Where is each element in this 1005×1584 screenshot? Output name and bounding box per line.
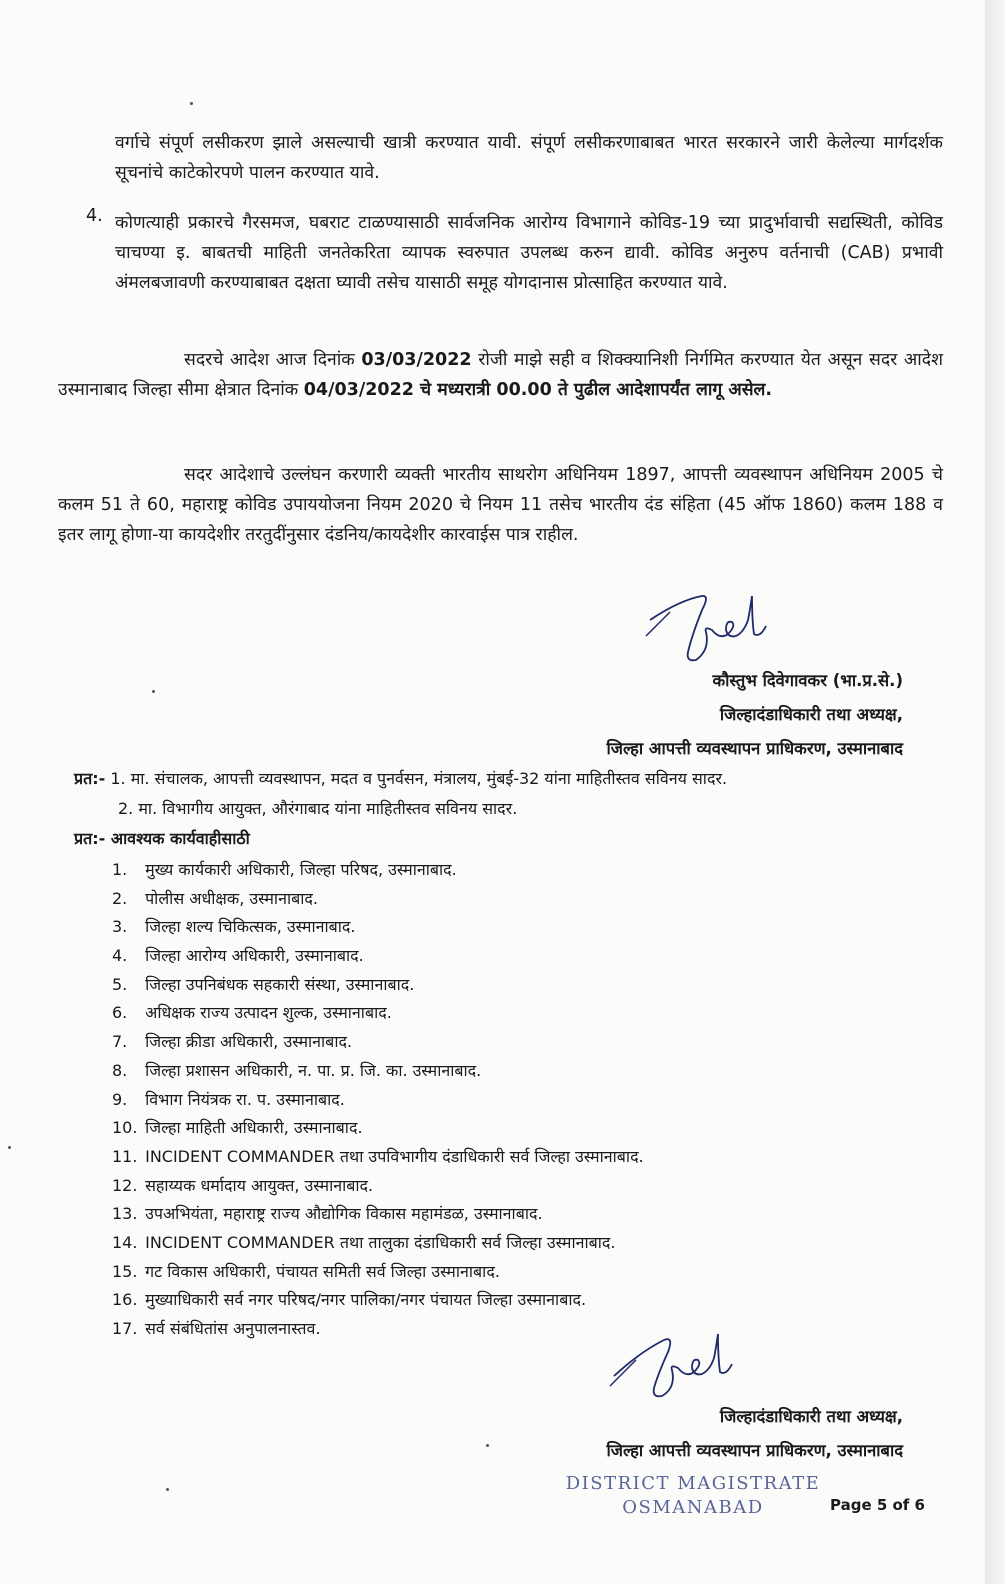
action-list-text: सर्व संबंधितांस अनुपालनास्तव. — [145, 1319, 321, 1338]
action-list-item — [112, 1200, 644, 1229]
action-list-item — [112, 1286, 644, 1315]
action-list-item — [112, 856, 644, 885]
action-list-number: 8. — [112, 1060, 128, 1080]
page-edge — [985, 0, 1005, 1584]
paragraph-penalty: सदर आदेशाचे उल्लंघन करणारी व्यक्ती भारतीय साथरोग अधिनियम 1897, आपत्ती व्यवस्थापन अधिनियम 2005 चे कलम 51 ते 60, महाराष्ट्र कोविड उपाययोजना नियम 2020 चे नियम 11 तसेच भारतीय दंड संहिता (45 ऑफ 1860) कलम 188 व इतर लागू होणा-या कायदेशीर तरतुदींनुसार दंडनिय/कायदेशीर कारवाईस पात्र राहील. — [58, 465, 943, 545]
action-list-number: 15. — [112, 1261, 138, 1281]
action-list — [112, 856, 644, 1344]
scan-speck — [166, 1488, 169, 1491]
action-list-text: INCIDENT COMMANDER तथा तालुका दंडाधिकारी सर्व जिल्हा उस्मानाबाद. — [145, 1232, 616, 1252]
scan-speck — [190, 102, 193, 105]
signature-graphic-2 — [600, 1330, 770, 1410]
scan-speck — [152, 690, 155, 693]
action-list-item — [112, 971, 644, 1000]
scan-speck — [486, 1444, 489, 1447]
signature-block-1 — [606, 664, 903, 766]
action-list-text: जिल्हा माहिती अधिकारी, उस्मानाबाद. — [145, 1118, 363, 1138]
signature-block-2 — [606, 1400, 903, 1468]
action-list-text: जिल्हा प्रशासन अधिकारी, न. पा. प्र. जि. का. उस्मानाबाद. — [145, 1060, 482, 1080]
district-magistrate-stamp — [563, 1472, 823, 1520]
action-list-text: जिल्हा आरोग्य अधिकारी, उस्मानाबाद. — [145, 946, 364, 966]
action-list-number: 11. — [112, 1146, 138, 1166]
action-list-text: पोलीस अधीक्षक, उस्मानाबाद. — [145, 888, 318, 908]
action-list-number: 6. — [112, 1003, 128, 1023]
signatory-name: कौस्तुभ दिवेगावकर (भा.प्र.से.) — [712, 671, 903, 690]
action-list-text: मुख्य कार्यकारी अधिकारी, जिल्हा परिषद, उस्मानाबाद. — [145, 860, 457, 879]
action-list-text: INCIDENT COMMANDER तथा उपविभागीय दंडाधिकारी सर्व जिल्हा उस्मानाबाद. — [145, 1146, 644, 1166]
action-list-heading: प्रत:- आवश्यक कार्यवाहीसाठी — [74, 829, 250, 848]
action-list-number: 3. — [112, 917, 128, 937]
action-list-text: मुख्याधिकारी सर्व नगर परिषद/नगर पालिका/नगर पंचायत जिल्हा उस्मानाबाद. — [145, 1290, 587, 1310]
action-list-item — [112, 999, 644, 1028]
action-list-number: 2. — [112, 888, 128, 908]
paragraph-order-date — [58, 345, 943, 405]
signatory-title: जिल्हादंडाधिकारी तथा अध्यक्ष, — [719, 705, 903, 724]
action-list-number: 1. — [112, 860, 128, 879]
page-number: Page 5 of 6 — [830, 1496, 925, 1514]
action-list-item — [112, 913, 644, 942]
action-list-item — [112, 942, 644, 971]
action-list-item — [112, 1114, 644, 1143]
action-list-text: उपअभियंता, महाराष्ट्र राज्य औद्योगिक विकास महामंडळ, उस्मानाबाद. — [145, 1204, 543, 1224]
copy-item-2: 2. मा. विभागीय आयुक्त, औरंगाबाद यांना माहितीस्तव सविनय सादर. — [118, 799, 518, 818]
scan-speck — [8, 1146, 11, 1149]
action-list-number: 17. — [112, 1319, 138, 1338]
action-list-number: 4. — [112, 946, 128, 966]
stamp-line-1: DISTRICT MAGISTRATE — [565, 1473, 821, 1494]
order-text-a: सदरचे आदेश आज दिनांक — [184, 350, 362, 370]
copy-item-1-text: 1. मा. संचालक, आपत्ती व्यवस्थापन, मदत व पुनर्वसन, मंत्रालय, मुंबई-32 यांना माहितीस्तव सविनय सादर. — [110, 769, 728, 788]
action-list-text: जिल्हा उपनिबंधक सहकारी संस्था, उस्मानाबाद. — [145, 974, 415, 994]
action-list-number: 9. — [112, 1089, 128, 1109]
order-text-b: रोजी माझे सही व शिक्क्यानिशी निर्गमित करण्यात येत असून सदर आदेश उस्मानाबाद जिल्हा सीमा क्षेत्रात दिनांक — [58, 350, 943, 400]
action-list-item — [112, 1143, 644, 1172]
action-list-text: अधिक्षक राज्य उत्पादन शुल्क, उस्मानाबाद. — [145, 1003, 392, 1023]
signatory-org: जिल्हा आपत्ती व्यवस्थापन प्राधिकरण, उस्मानाबाद — [606, 739, 903, 758]
action-list-number: 5. — [112, 974, 128, 994]
action-list-item — [112, 1028, 644, 1057]
action-list-number: 13. — [112, 1204, 138, 1224]
action-list-item — [112, 885, 644, 914]
action-list-item — [112, 1258, 644, 1287]
action-list-number: 10. — [112, 1118, 138, 1138]
action-list-item — [112, 1086, 644, 1115]
action-list-text: सहाय्यक धर्मादाय आयुक्त, उस्मानाबाद. — [145, 1175, 374, 1195]
action-list-item — [112, 1229, 644, 1258]
paragraph-vaccination: वर्गाचे संपूर्ण लसीकरण झाले असल्याची खात्री करण्यात यावी. संपूर्ण लसीकरणाबाबत भारत सरकारने जारी केलेल्या मार्गदर्शक सूचनांचे काटेकोरपणे पालन करण्यात यावे. — [115, 133, 943, 183]
signature-graphic — [640, 590, 810, 670]
action-list-item — [112, 1057, 644, 1086]
order-date-issued: 03/03/2022 — [361, 350, 472, 370]
signatory-org-2: जिल्हा आपत्ती व्यवस्थापन प्राधिकरण, उस्मानाबाद — [606, 1441, 903, 1460]
paragraph-public-health: कोणत्याही प्रकारचे गैरसमज, घबराट टाळण्यासाठी सार्वजनिक आरोग्य विभागाने कोविड-19 च्या प्रादुर्भावाची सद्यस्थिती, कोविड चाचण्या इ. बाबतची माहिती जनतेकरिता व्यापक स्वरुपात उपलब्ध करुन द्यावी. कोविड अनुरुप वर्तनाची (CAB) प्रभावी अंमलबजावणी करण्याबाबत दक्षता घ्यावी तसेच यासाठी समूह योगदानास प्रोत्साहित करण्यात यावे. — [115, 213, 943, 293]
action-list-text: जिल्हा शल्य चिकित्सक, उस्मानाबाद. — [145, 917, 356, 937]
copy-label: प्रत:- — [74, 769, 106, 788]
action-list-text: विभाग नियंत्रक रा. प. उस्मानाबाद. — [145, 1089, 345, 1109]
action-list-text: जिल्हा क्रीडा अधिकारी, उस्मानाबाद. — [145, 1032, 353, 1052]
action-list-text: गट विकास अधिकारी, पंचायत समिती सर्व जिल्हा उस्मानाबाद. — [145, 1261, 500, 1281]
stamp-line-2: OSMANABAD — [622, 1497, 764, 1518]
action-list-number: 14. — [112, 1232, 138, 1252]
action-list-item — [112, 1172, 644, 1201]
action-list-number: 12. — [112, 1175, 138, 1195]
action-list-item — [112, 1315, 644, 1344]
action-list-number: 16. — [112, 1290, 138, 1310]
action-list-number: 7. — [112, 1032, 128, 1052]
order-effective-date: 04/03/2022 चे मध्यरात्री 00.00 ते पुढील आदेशापर्यंत लागू असेल. — [303, 380, 773, 400]
paragraph-number: 4. — [86, 206, 103, 226]
copy-item-1 — [74, 766, 727, 792]
signatory-title-2: जिल्हादंडाधिकारी तथा अध्यक्ष, — [719, 1407, 903, 1426]
